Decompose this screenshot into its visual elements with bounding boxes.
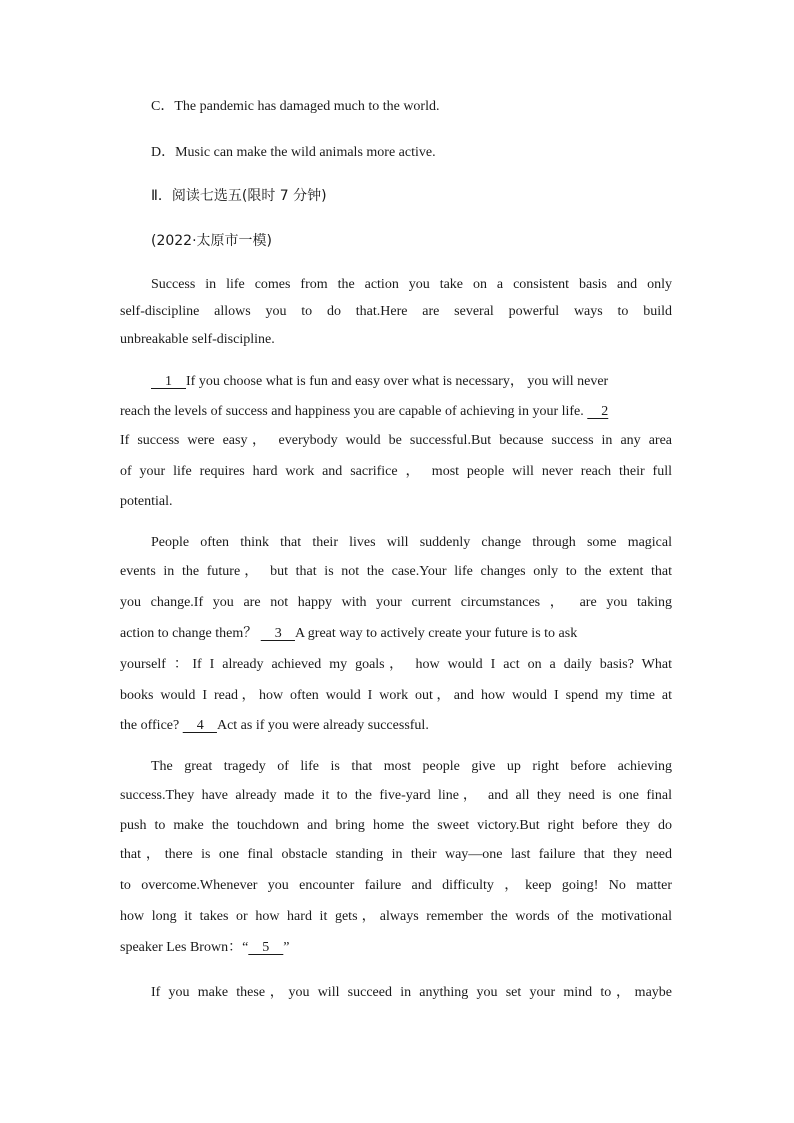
p3-line-6: books would I read，how often would I work out，and how would I spend my time at [120, 688, 672, 703]
p4-line-5: to overcome.Whenever you encounter failure and difficulty ，keep going! No matter [120, 878, 672, 893]
p4-line-1: The great tragedy of life is that most people give up right before achieving [151, 759, 672, 774]
p3-line-5: yourself ：If I already achieved my goals， how would I act on a daily basis? What [120, 657, 672, 672]
p2-line-1-text: If you choose what is fun and easy over what is necessary， you will never [186, 374, 609, 389]
blank-5: 5 [248, 940, 284, 955]
p3-line-2: events in the future， but that is not the case.Your life changes only to the extent that [120, 564, 672, 579]
p4-line-7a-text: speaker Les Brown：“ [120, 940, 249, 955]
p3-line-1: People often think that their lives will suddenly change through some magical [151, 535, 672, 550]
p2-line-2-text: reach the levels of success and happiness you are capable of achieving in your life. [120, 404, 584, 419]
p3-line-7b-text: Act as if you were already successful. [216, 718, 429, 733]
p1-line-2: self-discipline allows you to do that.Here are several powerful ways to build [120, 304, 672, 319]
p2-line-1 [151, 373, 672, 391]
section-heading: Ⅱ．阅读七选五(限时 7 分钟) [151, 188, 327, 204]
p3-line-7 [120, 717, 672, 735]
blank-2: 2 [587, 404, 609, 419]
p1-line-1: Success in life comes from the action you take on a consistent basis and only [151, 277, 672, 292]
option-c: C．The pandemic has damaged much to the world. [151, 99, 440, 114]
p3-line-4b-text: A great way to actively create your future is to ask [294, 626, 578, 641]
p2-line-4: of your life requires hard work and sacrifice ， most people will never reach their full [120, 464, 672, 479]
p3-line-3: you change.If you are not happy with your current circumstances ， are you taking [120, 595, 672, 610]
p5-line-1: If you make these，you will succeed in anything you set your mind to，maybe [151, 985, 672, 1000]
p2-line-2 [120, 403, 672, 421]
p3-line-7a-text: the office? [120, 718, 180, 733]
p3-line-4 [120, 625, 672, 643]
p4-line-7 [120, 939, 672, 957]
p4-line-7b-text: ” [283, 940, 290, 955]
p4-line-3: push to make the touchdown and bring home the sweet victory.But right before they do [120, 818, 672, 833]
p4-line-2: success.They have already made it to the five-yard line， and all they need is one final [120, 788, 672, 803]
p4-line-4: that，there is one final obstacle standing in their way—one last failure that they need [120, 847, 672, 862]
p4-line-6: how long it takes or how hard it gets，always remember the words of the motivational [120, 909, 672, 924]
blank-4: 4 [182, 718, 217, 733]
source-note: (2022·太原市一模) [151, 233, 273, 249]
p3-line-4a-text: action to change them？ [120, 626, 258, 641]
p2-line-3: If success were easy， everybody would be successful.But because success in any area [120, 433, 672, 448]
p2-line-5: potential. [120, 494, 173, 509]
p1-line-3: unbreakable self-discipline. [120, 332, 275, 347]
option-d: D．Music can make the wild animals more active. [151, 145, 436, 160]
blank-1: 1 [151, 374, 186, 389]
blank-3: 3 [260, 626, 295, 641]
